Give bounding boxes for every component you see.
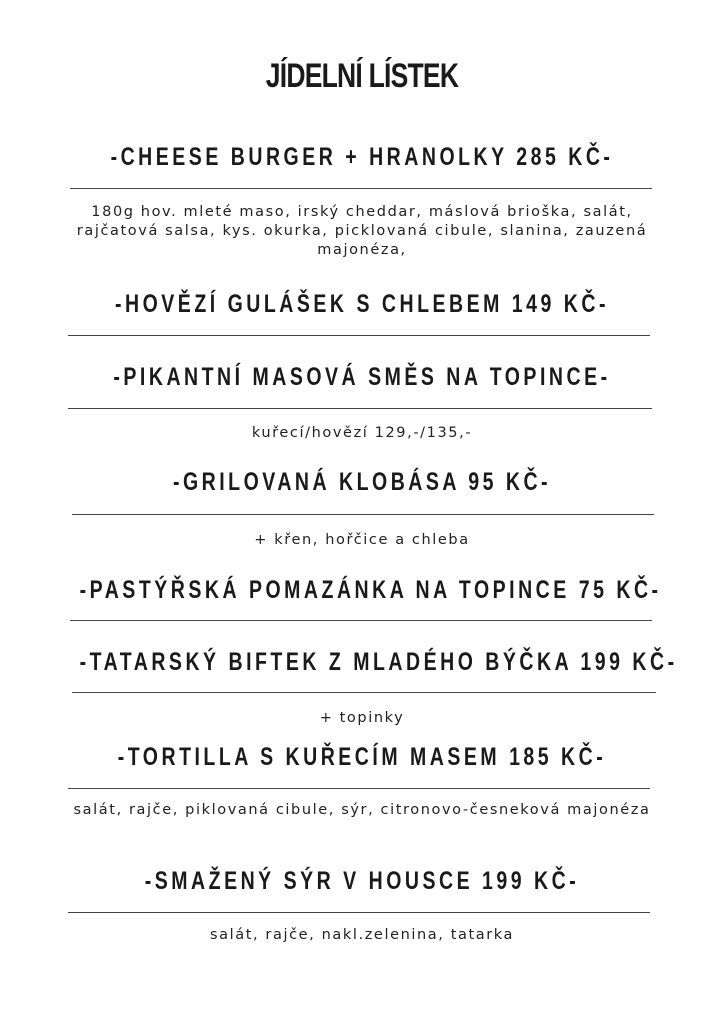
menu-item-heading: -TORTILLA S KUŘECÍM MASEM 185 KČ- [117,743,607,771]
menu-item-heading: -GRILOVANÁ KLOBÁSA 95 KČ- [172,468,552,496]
divider [68,788,650,789]
divider [68,912,650,913]
menu-item-description: salát, rajče, nakl.zelenina, tatarka [209,927,515,943]
menu-item-heading: -CHEESE BURGER + HRANOLKY 285 KČ- [110,143,614,171]
menu-item-heading: -PIKANTNÍ MASOVÁ SMĚS NA TOPINCE- [113,363,611,391]
menu-item-heading: -SMAŽENÝ SÝR V HOUSCE 199 KČ- [144,867,580,895]
menu-item-description: kuřecí/hovězí 129,-/135,- [251,425,473,441]
divider [72,692,656,693]
divider [68,408,652,409]
divider [72,514,654,515]
menu-item-heading: -TATARSKÝ BIFTEK Z MLADÉHO BÝČKA 199 KČ- [79,648,678,676]
menu-item-description: + topinky [319,710,405,726]
menu-item-heading: -PASTÝŘSKÁ POMAZÁNKA NA TOPINCE 75 KČ- [79,576,662,604]
divider [70,188,652,189]
menu-item-heading: -HOVĚZÍ GULÁŠEK S CHLEBEM 149 KČ- [115,290,609,318]
divider [68,335,650,336]
menu-title: JÍDELNÍ LÍSTEK [265,57,459,95]
menu-item-description: + křen, hořčice a chleba [254,532,470,548]
divider [70,620,652,621]
menu-item-description: salát, rajče, piklovaná cibule, sýr, citronovo-česneková majonéza [73,802,651,818]
menu-item-description: 180g hov. mleté maso, irský cheddar, máslová brioška, salát, rajčatová salsa, kys. okurka, picklovaná cibule, slanina, zauzená majonéza, [76,204,648,258]
